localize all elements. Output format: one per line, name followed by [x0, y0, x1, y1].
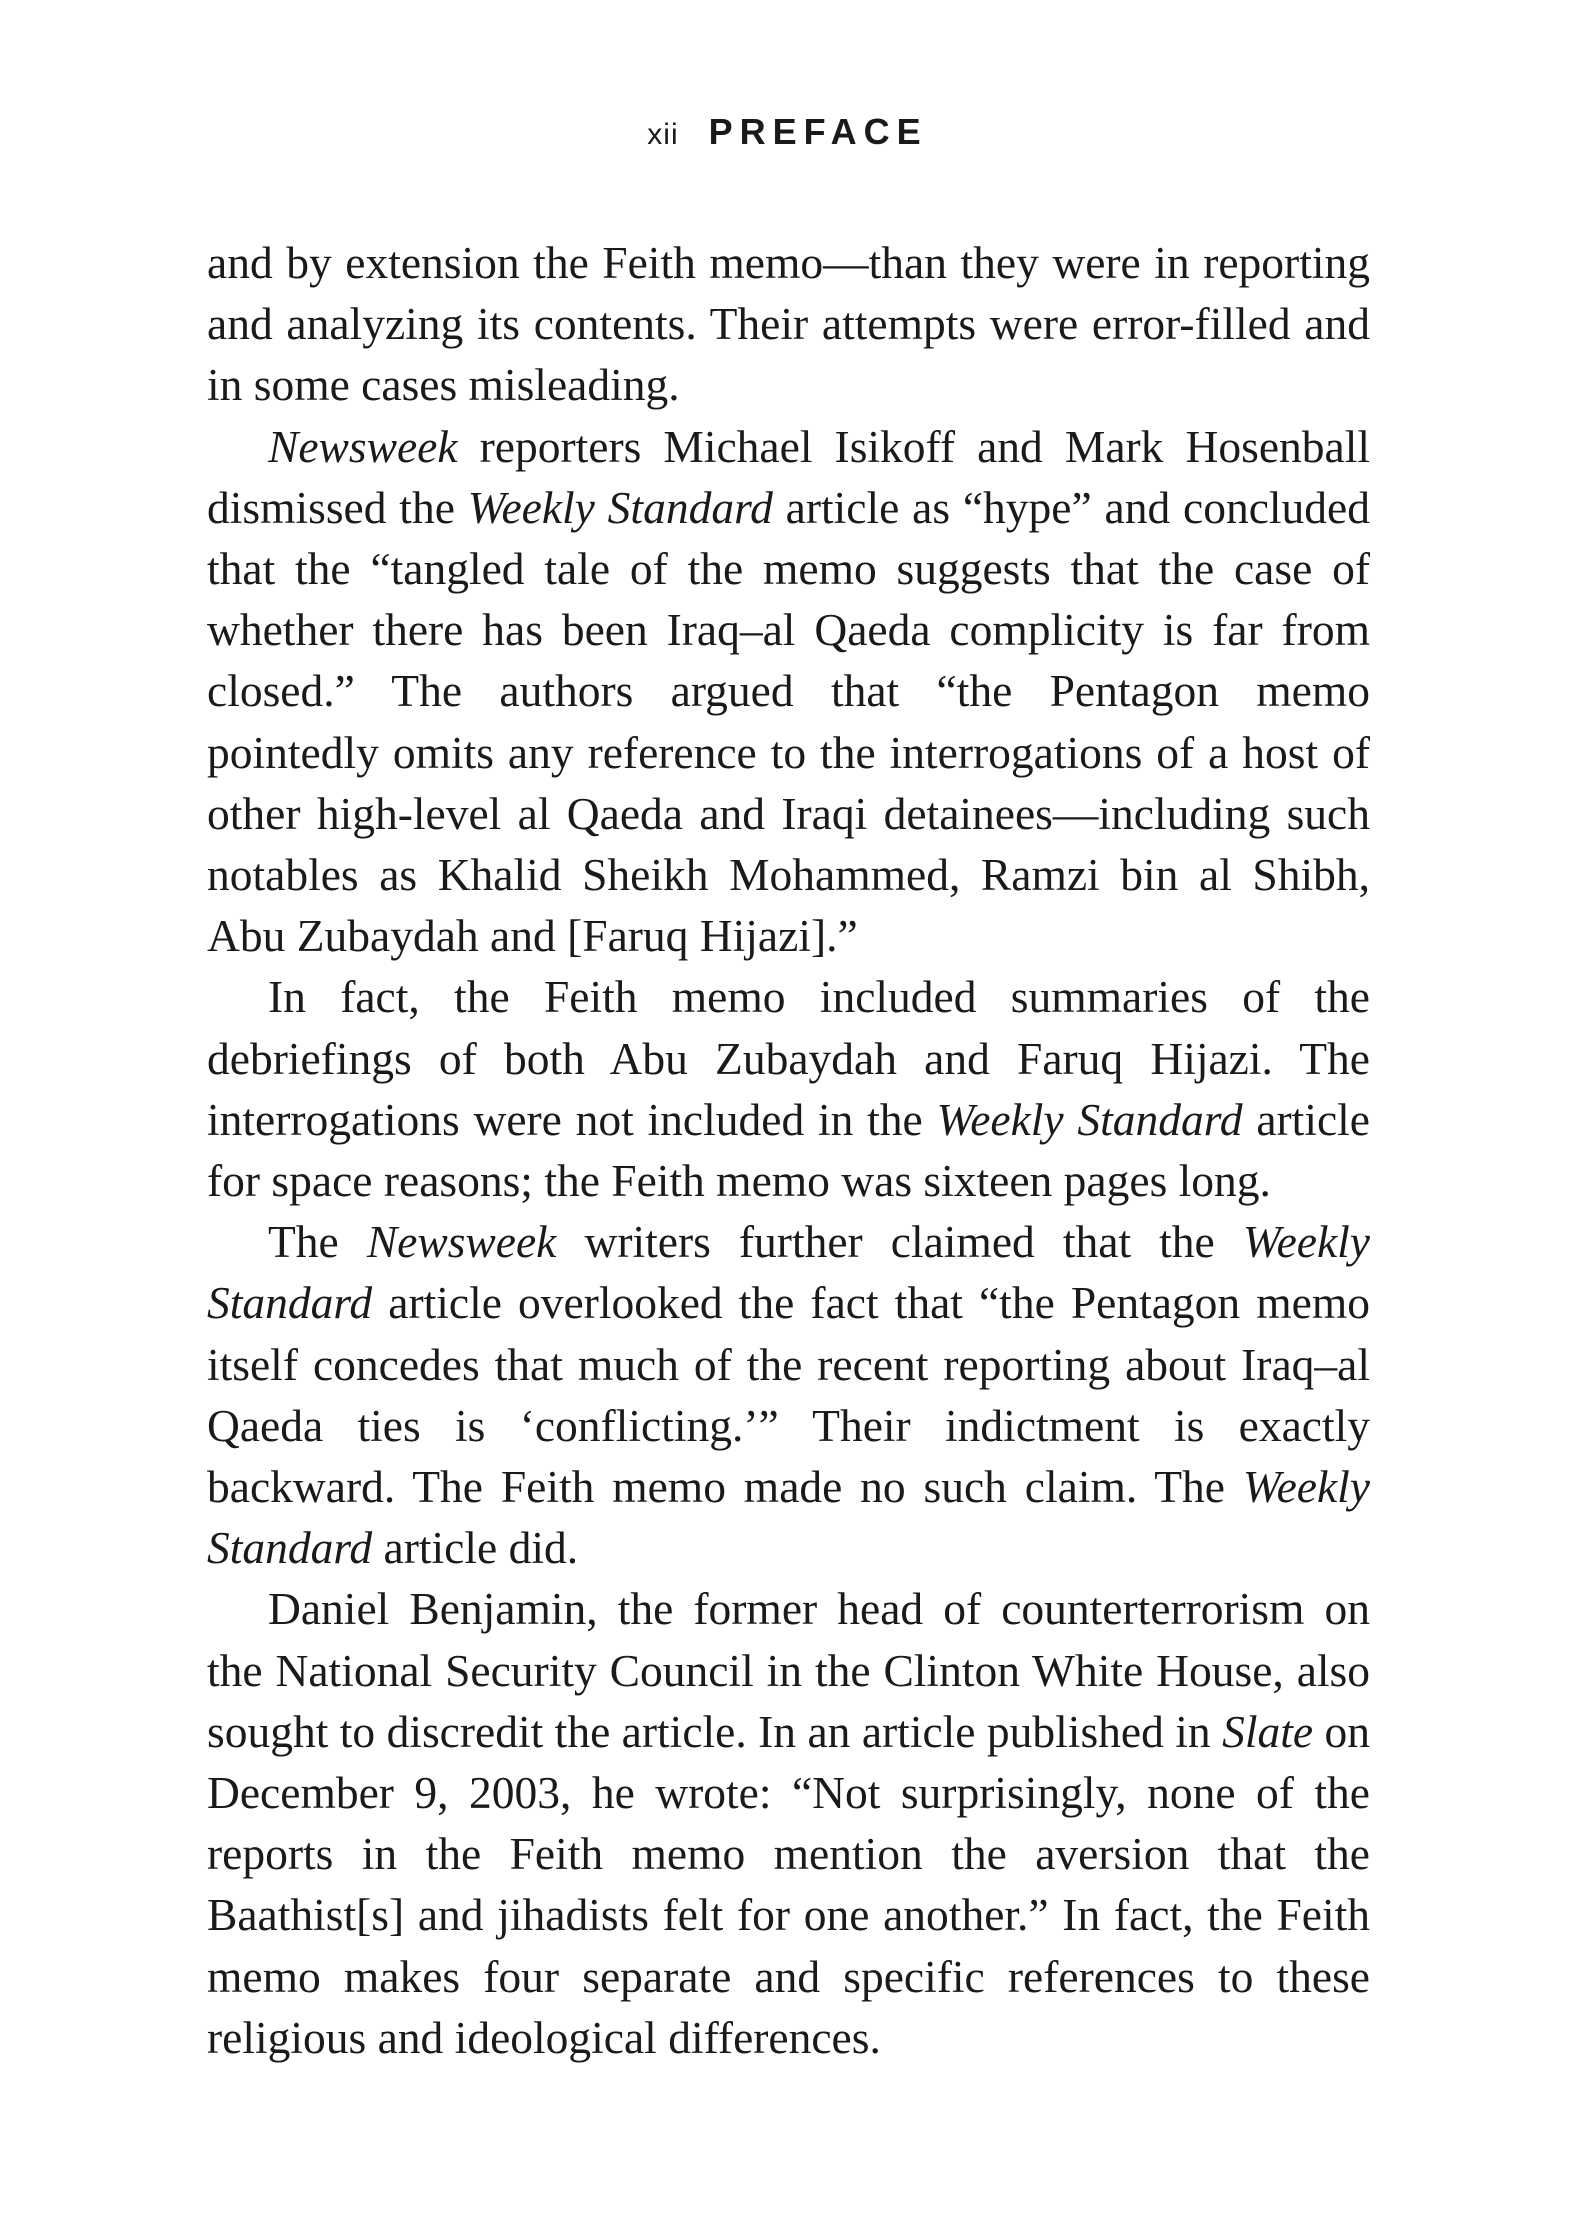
- text-run: The: [268, 1216, 367, 1268]
- text-run: and by extension the Feith memo—than they were in reporting and analyzing its contents. Their attempts were error-filled and in some cases misleading.: [207, 237, 1370, 411]
- paragraph: [207, 966, 1370, 1211]
- paragraph: [207, 416, 1370, 967]
- italic-title: Slate: [1222, 1705, 1314, 1757]
- text-run: article overlooked the fact that “the Pentagon memo itself concedes that much of the recent reporting about Iraq–al Qaeda ties is ‘conflicting.’” Their indictment is exactly backward. The Feith memo made no such claim. The: [207, 1277, 1370, 1513]
- text-run: article did.: [372, 1522, 579, 1574]
- paragraph: [207, 1578, 1370, 2068]
- text-run: In fact, the Feith memo included summaries of the debriefings of both Abu Zubaydah and Faruq Hijazi. The interrogations were not included in the: [207, 971, 1370, 1145]
- italic-title: Weekly Standard: [936, 1093, 1243, 1145]
- page-number: xii: [647, 118, 679, 151]
- italic-title: Weekly Standard: [467, 481, 773, 533]
- section-title: PREFACE: [708, 111, 928, 152]
- paragraph: [207, 232, 1370, 416]
- italic-title: Newsweek: [268, 420, 458, 472]
- body-text: [207, 232, 1370, 2068]
- text-run: on December 9, 2003, he wrote: “Not surprisingly, none of the reports in the Feith memo mention the aversion that the Baathist[s] and jihadists felt for one another.” In fact, the Feith memo makes four separate and specific references to these religious and ideological differences.: [207, 1705, 1370, 2063]
- paragraph: [207, 1211, 1370, 1578]
- running-head: [0, 112, 1575, 160]
- italic-title: Newsweek: [366, 1216, 557, 1268]
- text-run: Daniel Benjamin, the former head of counterterrorism on the National Security Council in the Clinton White House, also sought to discredit the article. In an article published in: [207, 1583, 1370, 1757]
- text-run: article for space reasons; the Feith memo was sixteen pages long.: [207, 1093, 1370, 1207]
- italic-title: Weekly Standard: [207, 1461, 1370, 1574]
- italic-title: Weekly Standard: [207, 1216, 1370, 1329]
- text-run: reporters Michael Isikoff and Mark Hosenball dismissed the: [207, 420, 1370, 533]
- text-run: article as “hype” and concluded that the “tangled tale of the memo suggests that the case of whether there has been Iraq–al Qaeda complicity is far from closed.” The authors argued that “the Pentagon memo pointedly omits any reference to the interrogations of a host of other high-level al Qaeda and Iraqi detainees—including such notables as Khalid Sheikh Mohammed, Ramzi bin al Shibh, Abu Zubaydah and [Faruq Hijazi].”: [207, 481, 1370, 962]
- text-run: writers further claimed that the: [556, 1216, 1243, 1268]
